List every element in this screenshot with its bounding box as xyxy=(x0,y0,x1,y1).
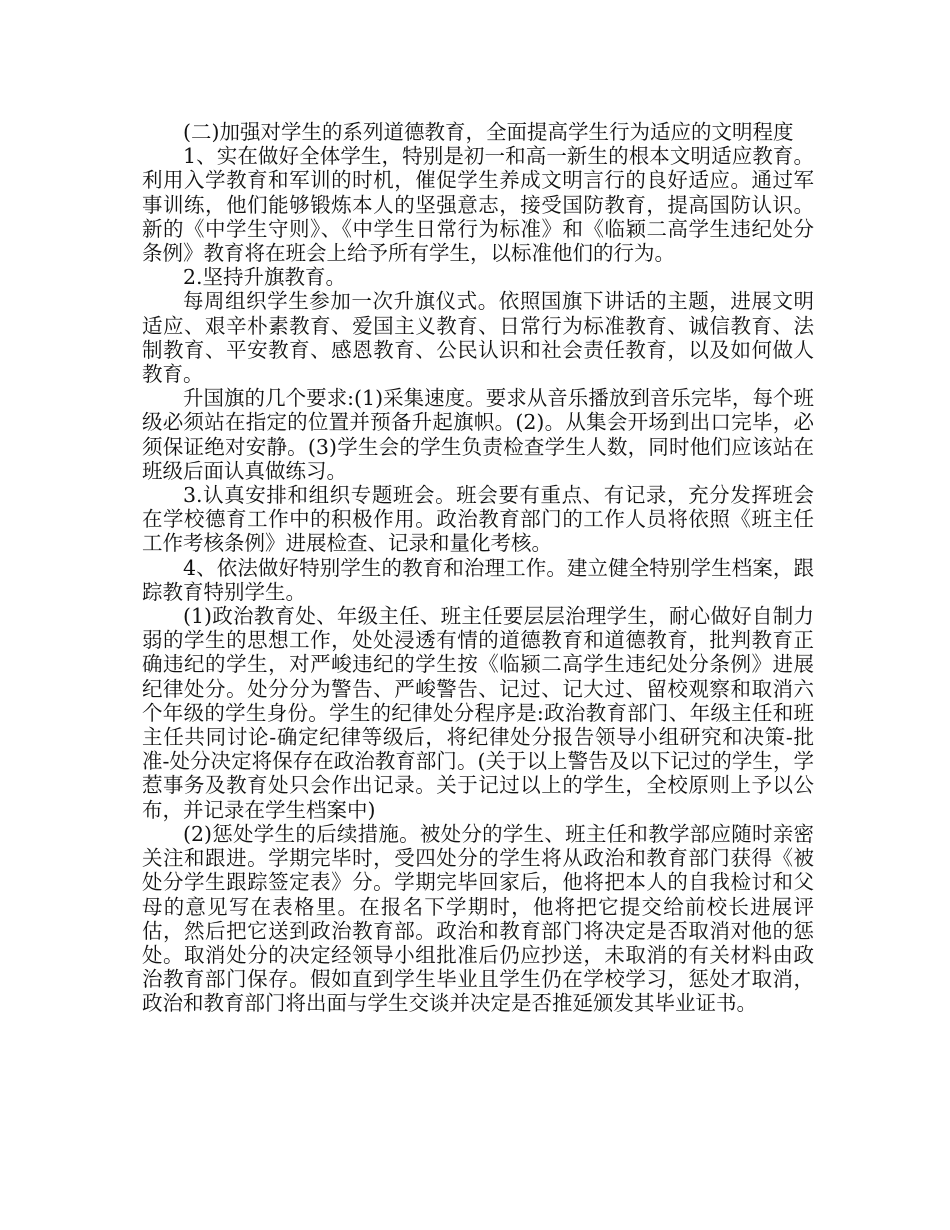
paragraph-flag-requirements: 升国旗的几个要求:(1)采集速度。要求从音乐播放到音乐完毕，每个班级必须站在指定的位置并预备升起旗帜。(2)。从集会开场到出口完毕，必须保证绝对安静。(3)学生会的学生负责检查学生人数，同时他们应该站在班级后面认真做练习。 xyxy=(142,386,814,483)
paragraph-flag-raising-heading: 2.坚持升旗教育。 xyxy=(183,265,347,290)
paragraph-civil-habits: 1、实在做好全体学生，特别是初一和高一新生的根本文明适应教育。利用入学教育和军训的时机，催促学生养成文明言行的良好适应。通过军事训练，他们能够锻炼本人的坚强意志，接受国防教育，提高国防认识。新的《中学生守则》、《中学生日常行为标准》和《临颖二高学生违纪处分条例》教育将在班会上给予所有学生，以标准他们的行为。 xyxy=(142,144,814,266)
paragraph-follow-up-measures: (2)惩处学生的后续措施。被处分的学生、班主任和教学部应随时亲密关注和跟进。学期完毕时，受四处分的学生将从政治和教育部门获得《被处分学生跟踪签定表》分。学期完毕回家后，他将把本人的自我检讨和父母的意见写在表格里。在报名下学期时，他将把它提交给前校长进展评估，然后把它送到政治教育部。政治和教育部门将决定是否取消对他的惩处。取消处分的决定经领导小组批准后仍应抄送，未取消的有关材料由政治教育部门保存。假如直到学生毕业且学生仍在学校学习，惩处才取消，政治和教育部门将出面与学生交谈并决定是否推延颁发其毕业证书。 xyxy=(142,821,814,1016)
paragraph-special-students: 4、依法做好特别学生的教育和治理工作。建立健全特别学生档案，跟踪教育特别学生。 xyxy=(142,555,814,604)
document-page xyxy=(142,120,814,1016)
paragraph-flag-ceremony: 每周组织学生参加一次升旗仪式。依照国旗下讲话的主题，进展文明适应、艰辛朴素教育、爱国主义教育、日常行为标准教育、诚信教育、法制教育、平安教育、感恩教育、公民认识和社会责任教育，以及如何做人教育。 xyxy=(142,289,814,387)
section-heading-moral-education: (二)加强对学生的系列道德教育，全面提高学生行为适应的文明程度 xyxy=(183,120,794,144)
paragraph-class-meeting: 3.认真安排和组织专题班会。班会要有重点、有记录，充分发挥班会在学校德育工作中的积极作用。政治教育部门的工作人员将依照《班主任工作考核条例》进展检查、记录和量化考核。 xyxy=(142,483,814,556)
paragraph-discipline-procedure: (1)政治教育处、年级主任、班主任要层层治理学生，耐心做好自制力弱的学生的思想工作，处处浸透有情的道德教育和道德教育，批判教育正确违纪的学生，对严峻违纪的学生按《临颍二高学生违纪处分条例》进展纪律处分。处分分为警告、严峻警告、记过、记大过、留校观察和取消六个年级的学生身份。学生的纪律处分程序是:政治教育部门、年级主任和班主任共同讨论-确定纪律等级后，将纪律处分报告领导小组研究和决策-批准-处分决定将保存在政治教育部门。(关于以上警告及以下记过的学生，学惹事务及教育处只会作出记录。关于记过以上的学生，全校原则上予以公布，并记录在学生档案中) xyxy=(142,604,814,822)
